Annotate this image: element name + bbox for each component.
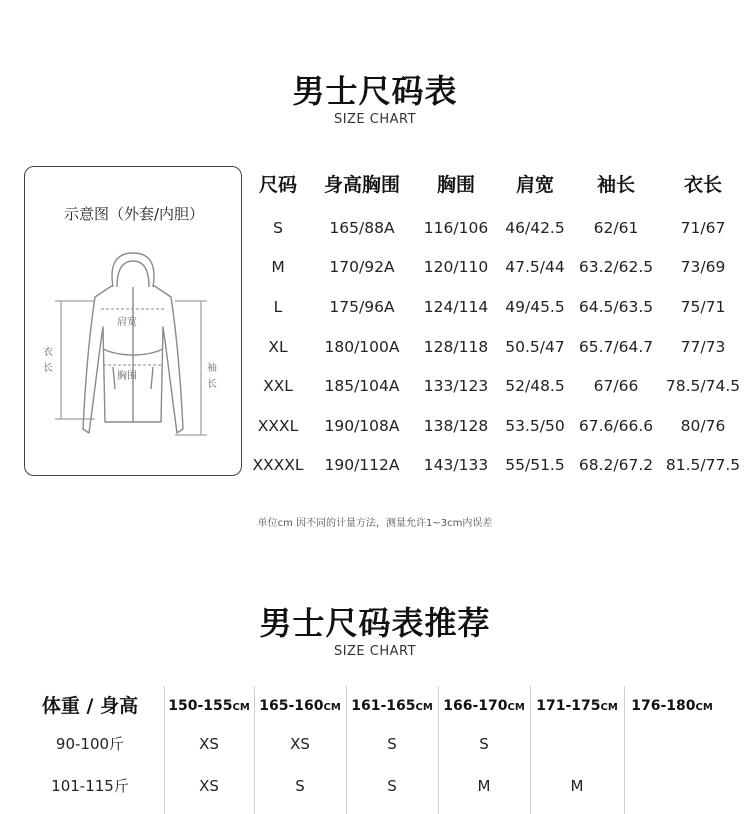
cell-sleeve: 65.7/64.7: [578, 338, 654, 356]
recommend-header: [0, 686, 750, 726]
cell-sleeve: 64.5/63.5: [578, 298, 654, 316]
cell-size: [624, 766, 720, 806]
size-chart-subtitle: SIZE CHART: [333, 112, 417, 127]
cell-size: XS: [290, 735, 310, 753]
cell-length: 77/73: [680, 338, 726, 356]
table-row: [0, 724, 750, 764]
cell-sleeve: 68.2/67.2: [578, 456, 654, 474]
measurement-note: 单位cm 因不同的计量方法，测量允许1~3cm内误差: [257, 518, 493, 529]
cell-chest: 116/106: [423, 219, 489, 237]
cell-height-chest: 165/88A: [329, 219, 395, 237]
table-row: [246, 450, 746, 480]
height-range: 165-160: [259, 698, 324, 714]
height-range: 171-175: [536, 698, 601, 714]
header-height-range: [438, 686, 530, 726]
unit-label: CM: [323, 702, 341, 713]
header-height-range: [624, 686, 720, 726]
cell-shoulder: 49/45.5: [505, 298, 565, 316]
cell-shoulder: 50.5/47: [505, 338, 565, 356]
header-shoulder: 肩宽: [515, 174, 554, 196]
size-chart-title: 男士尺码表: [292, 72, 458, 110]
header-height-range: [254, 686, 346, 726]
cell-length: 80/76: [680, 417, 726, 435]
unit-label: CM: [695, 702, 713, 713]
cell-size: XXL: [263, 377, 293, 395]
cell-size: M: [570, 777, 584, 795]
cell-height-chest: 190/108A: [324, 417, 400, 435]
cell-size: XXXL: [257, 417, 299, 435]
cell-size: XS: [199, 735, 219, 753]
unit-label: CM: [600, 702, 618, 713]
cell-shoulder: 47.5/44: [505, 258, 565, 276]
length-label: 衣长: [43, 347, 53, 374]
cell-size: S: [387, 735, 397, 753]
cell-chest: 124/114: [423, 298, 489, 316]
cell-height-chest: 190/112A: [324, 456, 400, 474]
cell-size: [530, 724, 624, 764]
recommend-title: 男士尺码表推荐: [259, 604, 491, 642]
header-sleeve: 袖长: [596, 174, 635, 196]
cell-sleeve: 67/66: [593, 377, 639, 395]
cell-size: S: [273, 219, 283, 237]
header-weight-height: 体重 / 身高: [41, 695, 139, 717]
recommend-subtitle: SIZE CHART: [333, 644, 417, 659]
cell-length: 71/67: [680, 219, 726, 237]
cell-size: XXXXL: [252, 456, 304, 474]
cell-size: M: [271, 258, 285, 276]
jacket-diagram: [24, 166, 242, 476]
cell-chest: 120/110: [423, 258, 489, 276]
header-size: 尺码: [258, 174, 297, 196]
cell-size: L: [273, 298, 283, 316]
cell-chest: 143/133: [423, 456, 489, 474]
unit-label: CM: [415, 702, 433, 713]
header-height-range: [530, 686, 624, 726]
height-range: 150-155: [168, 698, 233, 714]
cell-size: XS: [199, 777, 219, 795]
cell-shoulder: 46/42.5: [505, 219, 565, 237]
header-chest: 胸围: [436, 174, 475, 196]
diagram-caption: 示意图（外套/内胆）: [63, 205, 205, 223]
header-height-range: [346, 686, 438, 726]
cell-size: M: [477, 777, 491, 795]
height-range: 161-165: [351, 698, 416, 714]
unit-label: CM: [232, 702, 250, 713]
cell-chest: 128/118: [423, 338, 489, 356]
height-range: 166-170: [443, 698, 508, 714]
header-length: 衣长: [683, 174, 722, 196]
cell-length: 75/71: [680, 298, 726, 316]
table-row: [246, 411, 746, 441]
cell-size: XL: [268, 338, 288, 356]
cell-length: 78.5/74.5: [665, 377, 741, 395]
table-row: [246, 292, 746, 322]
cell-sleeve: 63.2/62.5: [578, 258, 654, 276]
cell-shoulder: 53.5/50: [505, 417, 565, 435]
table-row: [246, 371, 746, 401]
cell-shoulder: 55/51.5: [505, 456, 565, 474]
height-range: 176-180: [631, 698, 696, 714]
cell-size: S: [479, 735, 489, 753]
cell-sleeve: 62/61: [593, 219, 639, 237]
size-table-header: [246, 170, 746, 200]
cell-size: [624, 724, 720, 764]
cell-chest: 138/128: [423, 417, 489, 435]
cell-height-chest: 180/100A: [324, 338, 400, 356]
table-row: [0, 766, 750, 806]
sleeve-label: 袖长: [207, 363, 217, 390]
chest-label: 胸围: [117, 371, 137, 382]
table-row: [246, 332, 746, 362]
table-row: [246, 252, 746, 282]
cell-length: 81.5/77.5: [665, 456, 741, 474]
cell-height-chest: 175/96A: [329, 298, 395, 316]
header-height-chest: 身高胸围: [323, 174, 400, 196]
cell-sleeve: 67.6/66.6: [578, 417, 654, 435]
cell-height-chest: 170/92A: [329, 258, 395, 276]
cell-size: S: [295, 777, 305, 795]
cell-height-chest: 185/104A: [324, 377, 400, 395]
table-row: [246, 213, 746, 243]
shoulder-label: 肩宽: [117, 317, 137, 328]
header-height-range: [164, 686, 254, 726]
cell-weight: 90-100斤: [55, 735, 125, 753]
cell-weight: 101-115斤: [51, 777, 129, 795]
cell-shoulder: 52/48.5: [505, 377, 565, 395]
cell-size: S: [387, 777, 397, 795]
unit-label: CM: [507, 702, 525, 713]
cell-chest: 133/123: [423, 377, 489, 395]
recommend-table: [0, 686, 750, 814]
cell-length: 73/69: [680, 258, 726, 276]
